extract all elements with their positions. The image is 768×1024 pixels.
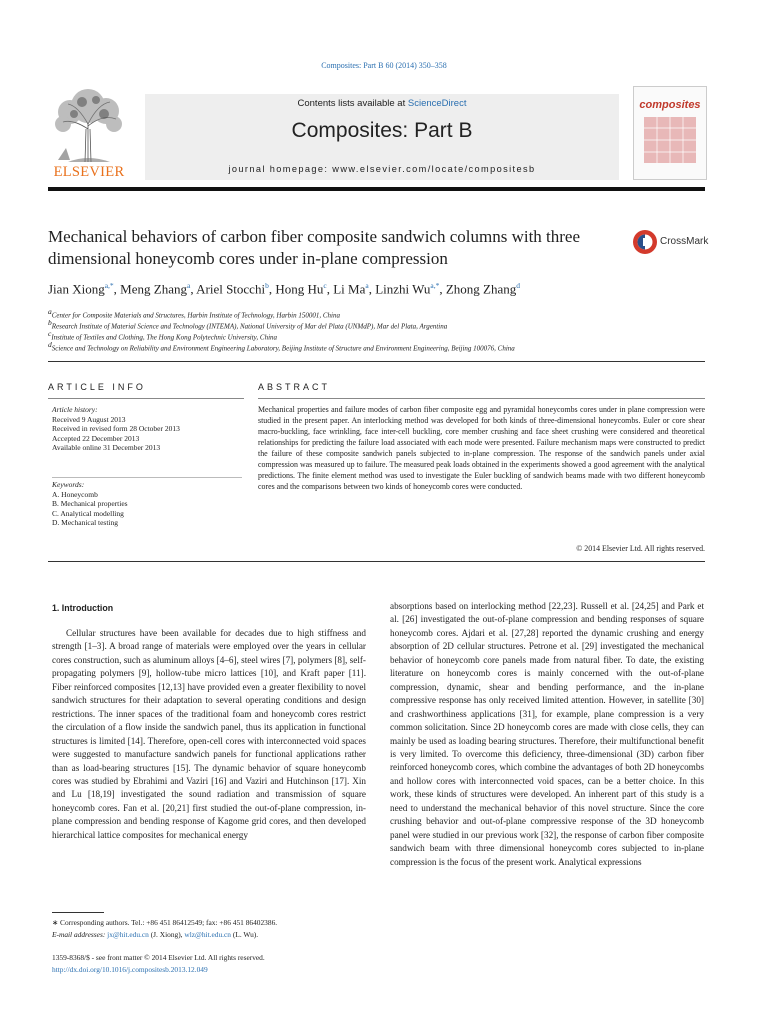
header-divider — [48, 187, 705, 191]
masthead — [48, 84, 705, 186]
author-name: Jian Xiong — [48, 281, 105, 297]
email-owner: (L. Wu). — [231, 929, 259, 939]
affiliation: $^c$Institute of Textiles and Clothing, The Hong Kong Polytechnic University, China — [48, 329, 278, 342]
divider — [48, 361, 705, 362]
affiliation: $^d$Science and Technology on Reliability and Environment Engineering Laboratory, Beijing Institute of Structure and Environment Engineering, Beijing 100076, China — [48, 340, 515, 353]
author-affiliation-mark[interactable]: c — [323, 281, 327, 290]
author-name: Li Ma — [333, 281, 366, 297]
author-list: Jian Xiong$^{a,*}$, Meng Zhang$^a$, Ariel Stocchi$^b$, Hong Hu$^c$, Li Ma$^a$, Linzhi $Wu^{a,*}$, Zhong Zhang$^d$ — [48, 281, 521, 297]
keywords — [52, 480, 242, 528]
keyword: D. Mechanical testing — [52, 518, 119, 527]
body-paragraph: Cellular structures have been available for decades due to high stiffness and strength [1–3]. A broad range of materials were employed over the years in cellular cores construction, such as aluminum alloys [4–6], steel wires [7], polymers [8], self-propagating polymers [9], hollow-tube micro lattices [10], and Kraft paper [11]. Fiber reinforced composites [12,13] have provided even a greater flexibility to novel sandwich structures for their adaptation to several operating conditions and design restrictions. The inner spaces of the traditional foam and honeycomb cores restrict the circulation of a flow inside the sandwich panel, thus its application in functional structures is limited [14]. Therefore, open-cell cores with interconnected void spaces were suggested to manufacture sandwich panels for functional applications rather than as load-bearing structures [15]. The dynamic behavior of square honeycomb cores was studied by Ebrahimi and Vaziri [16] and Vaziri and Hutchinson [17]. Xin and Lu [18,19] investigated the sound radiation and transmission of square honeycomb cores. Fan et al. [20,21] first studied the out-of-plane compression, in-plane compression and bending response of Kagome grid cores, and then developed hierarchical lattice composites for mechanical energy — [52, 628, 366, 840]
email-link[interactable]: jx@hit.edu.cn — [107, 929, 149, 939]
history-item: Received in revised form 28 October 2013 — [52, 424, 180, 433]
author-name: Hong Hu — [275, 281, 324, 297]
footnote-divider — [52, 912, 104, 913]
author-affiliation-mark[interactable]: a — [186, 281, 191, 290]
section-heading: 1. Introduction — [52, 603, 114, 613]
author-affiliation-mark[interactable]: d — [516, 281, 521, 290]
cover-title: composites — [639, 99, 701, 111]
issn-block — [52, 952, 382, 975]
email-line — [52, 929, 366, 941]
email-link[interactable]: wlz@hit.edu.cn — [184, 929, 231, 939]
author-affiliation-mark[interactable]: a,* — [430, 281, 440, 290]
footnote — [52, 917, 366, 940]
doi-link[interactable]: http://dx.doi.org/10.1016/j.compositesb.2013.12.049 — [52, 964, 208, 974]
history-item: Available online 31 December 2013 — [52, 443, 161, 452]
affiliation: $^a$Center for Composite Materials and Structures, Harbin Institute of Technology, Harbin 150001, China — [48, 307, 340, 320]
author-name: Meng Zhang — [120, 281, 187, 297]
divider — [48, 561, 705, 562]
body-column-left — [52, 627, 366, 842]
email-owner: (J. Xiong), — [148, 929, 185, 939]
article-info-heading: ARTICLE INFO — [48, 382, 146, 392]
keywords-label: Keywords: — [52, 480, 85, 489]
journal-name: Composites: Part B — [291, 119, 473, 142]
article-history — [52, 405, 242, 453]
issn-line: 1359-8368/$ - see front matter © 2014 Elsevier Ltd. All rights reserved. — [52, 953, 265, 962]
crossmark-badge[interactable] — [632, 228, 712, 258]
divider — [48, 398, 244, 399]
publisher-wordmark: ELSEVIER — [53, 164, 125, 180]
keyword: A. Honeycomb — [52, 489, 98, 499]
divider — [258, 398, 705, 399]
abstract-heading: ABSTRACT — [258, 382, 331, 392]
contents-line — [145, 98, 619, 109]
abstract-text: Mechanical properties and failure modes of carbon fiber composite egg and pyramidal honeycombs cores under in plane compression were studied in the present paper. An interlocking method was developed for both kinds of three-dimensional honeycombs. Euler or core shear macro-buckling, face wrinkling, face inter-cell buckling, core member crushing and face sheet crushing were considered and theoretical relationships for predicting the failure load associated with each mode were presented. Failure mechanism maps were constructed to predict the failure of these composite sandwich panels subjected to in-plane compression. The response of the sandwich panels under axial compression was measured up to failure. The measured peak loads obtained in the experiments showed a good agreement with the analytical predictions. The finite element method was used to investigate the Euler buckling of sandwich beams made with two different honeycomb cores and the comparisons between two kinds of honeycomb cores were conducted. — [258, 405, 705, 491]
article-title: Mechanical behaviors of carbon fiber composite sandwich columns with three dimensional honeycomb cores under in-plane compression — [48, 227, 581, 268]
keyword: B. Mechanical properties — [52, 499, 128, 508]
journal-cover-thumbnail — [633, 86, 707, 180]
contents-prefix: Contents lists available at — [297, 98, 408, 109]
body-paragraph: absorptions based on interlocking method [22,23]. Russell et al. [24,25] and Park et al. [26] investigated the out-of-plane compression and bending responses of square honeycomb cores. Ajdari et al. [27,28] reported the dynamic crushing and energy absorption of 2D cellular structures. Petrone et al. [29] investigated the mechanical behavior of honeycomb core panels made from natural fiber. To date, the existing literature on honeycomb cores is mainly concerned with the out-of-plane compression, dynamic, shear and bending performance, and the in-plane compressive response has only received limited attention. However, in satellite [30] and crashworthiness applications [31], for example, plane compression is a very common solicitation. Since 2D honeycomb cores are made with close cells, they can mainly be used as loading bearing structures. Therefore, their multifunctional benefit is very limited. To overcome this deficiency, three-dimensional (3D) carbon fiber reinforced honeycomb cores, which combine the advantages of both 2D honeycombs and hollow cores with interconnected void spaces, can be a better choice. In this work, these kinds of structures were developed. An inherent part of this study is a need to understand the mechanical behavior of this novel structure. Since the core crushing behavior and out-of-plane compressive response of the 3D honeycomb panel were studied in our previous work [32], the response of carbon fiber composite sandwich beam with three dimensional honeycomb cores subjected to in-plane compression is the focus of the present work. Analytical expressions — [390, 601, 704, 867]
history-item: Accepted 22 December 2013 — [52, 433, 140, 443]
corresponding-author-note: ∗ Corresponding authors. Tel.: +86 451 86412549; fax: +86 451 86402386. — [52, 918, 278, 927]
divider — [52, 477, 242, 478]
journal-citation[interactable]: Composites: Part B 60 (2014) 350–358 — [321, 61, 447, 70]
author-affiliation-mark[interactable]: a,* — [104, 281, 114, 290]
crossmark-icon — [632, 229, 658, 255]
crossmark-label: CrossMark — [660, 236, 709, 247]
copyright-notice: © 2014 Elsevier Ltd. All rights reserved. — [576, 544, 705, 553]
email-label: E-mail addresses: — [52, 929, 108, 939]
affiliation: $^b$Research Institute of Material Science and Technology (INTEMA), National University of Mar del Plata (UNMdP), Mar del Plata, Argentina — [48, 318, 448, 331]
author-affiliation-mark[interactable]: a — [365, 281, 369, 290]
history-label: Article history: — [52, 405, 98, 414]
history-item: Received 9 August 2013 — [52, 414, 126, 424]
journal-homepage[interactable]: journal homepage: www.elsevier.com/locate/compositesb — [228, 164, 536, 174]
author-name: Linzhi Wu — [375, 281, 431, 297]
author-name: Zhong Zhang — [445, 281, 517, 297]
author-name: Ariel Stocchi — [196, 281, 266, 297]
body-column-right — [390, 600, 704, 869]
keyword: C. Analytical modelling — [52, 508, 124, 518]
sciencedirect-link[interactable]: ScienceDirect — [407, 98, 467, 109]
author-affiliation-mark[interactable]: b — [265, 281, 269, 290]
journal-banner — [145, 94, 619, 180]
